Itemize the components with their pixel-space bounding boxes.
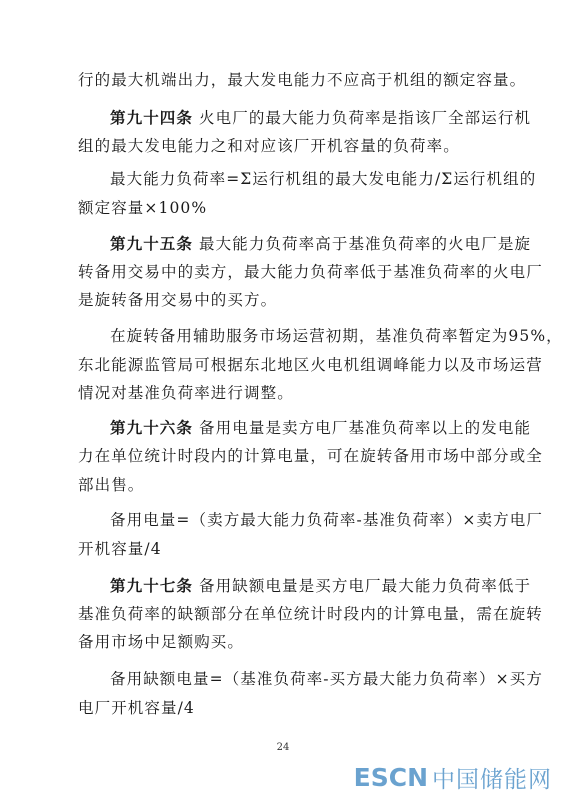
line-text: 最大能力负荷率=Σ运行机组的最大发电能力/Σ运行机组的 <box>110 170 537 188</box>
watermark-site-name: 中国储能网 <box>432 766 552 793</box>
watermark-logo-text: ESCN <box>353 762 428 792</box>
site-watermark <box>354 762 552 792</box>
line-text: 备用缺额电量是买方电厂最大能力负荷率低于 <box>193 577 532 595</box>
text-line <box>110 669 543 689</box>
text-line <box>78 136 460 156</box>
text-line <box>78 198 207 218</box>
line-text: 转备用交易中的卖方，最大能力负荷率低于基准负荷率的火电厂 <box>78 263 543 281</box>
article-number: 第九十五条 <box>110 234 194 253</box>
text-line <box>110 510 543 530</box>
text-line <box>110 169 536 189</box>
line-text: 在旋转备用辅助服务市场运营初期，基准负荷率暂定为95%， <box>110 327 563 345</box>
line-text: 部出售。 <box>78 476 145 494</box>
line-text: 火电厂的最大能力负荷率是指该厂全部运行机 <box>193 109 532 127</box>
text-line <box>78 383 294 403</box>
article-number: 第九十四条 <box>110 108 194 127</box>
line-text: 备用市场中足额购买。 <box>78 633 245 651</box>
line-text: 是旋转备用交易中的买方。 <box>78 291 278 309</box>
text-line <box>78 539 162 559</box>
text-line <box>78 632 244 652</box>
text-line <box>78 290 277 310</box>
article-number: 第九十六条 <box>110 418 194 437</box>
article-number: 第九十七条 <box>110 576 194 595</box>
line-text: 基准负荷率的缺额部分在单位统计时段内的计算电量，需在旋转 <box>78 605 543 623</box>
article-first-line <box>110 108 531 128</box>
line-text: 组的最大发电能力之和对应该厂开机容量的负荷率。 <box>78 137 460 155</box>
line-text: 情况对基准负荷率进行调整。 <box>78 384 294 402</box>
line-text: 开机容量/4 <box>78 540 162 558</box>
line-text: 东北能源监管局可根据东北地区火电机组调峰能力以及市场运营 <box>78 356 543 374</box>
line-text: 力在单位统计时段内的计算电量，可在旋转备用市场中部分或全 <box>78 447 543 465</box>
text-line <box>78 475 144 495</box>
text-line <box>110 326 563 346</box>
text-line <box>78 70 526 90</box>
line-text: 备用电量是卖方电厂基准负荷率以上的发电能 <box>193 419 532 437</box>
line-text: 最大能力负荷率高于基准负荷率的火电厂是旋 <box>193 235 532 253</box>
line-text: 备用缺额电量=（基准负荷率-买方最大能力负荷率）×买方 <box>110 670 543 688</box>
page-number: 24 <box>276 742 290 753</box>
text-line <box>78 604 543 624</box>
line-text: 行的最大机端出力，最大发电能力不应高于机组的额定容量。 <box>78 71 527 89</box>
text-line <box>78 355 543 375</box>
line-text: 额定容量×100% <box>78 199 208 217</box>
line-text: 备用电量=（卖方最大能力负荷率-基准负荷率）×卖方电厂 <box>110 511 543 529</box>
article-first-line <box>110 576 531 596</box>
text-line <box>78 698 195 718</box>
article-first-line <box>110 234 531 254</box>
text-line <box>78 446 543 466</box>
line-text: 电厂开机容量/4 <box>78 699 195 717</box>
text-line <box>78 262 543 282</box>
article-first-line <box>110 418 531 438</box>
